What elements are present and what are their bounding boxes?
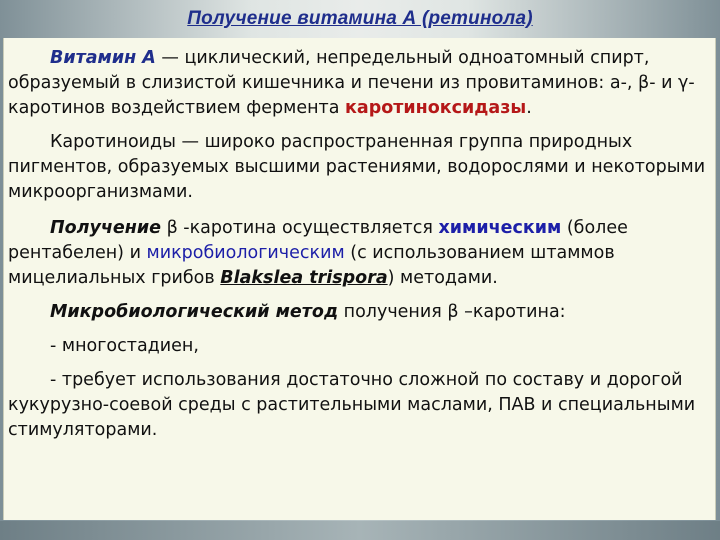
term-micro-method: Микробиологический метод [50,302,339,322]
production-text-b: (более рентабелен) и [8,218,628,263]
vitamin-a-definition: — циклический, непредельный одноатомный спирт, образуемый в слизистой кишечника и печени из провитаминов: а-, β- и γ-каротинов воздействием фермента [8,48,695,118]
paragraph-carotenoids [8,130,708,205]
micro-method-text: получения β –каротина: [338,302,566,322]
chemical-method: химическим [438,218,562,238]
paragraph-production [8,216,708,291]
bottom-bar [0,521,720,540]
slide-title: Получение витамина А (ретинола) [187,8,533,29]
production-text-d: ) методами. [387,268,498,288]
paragraph-vitamin-a [8,46,708,121]
body-text [8,46,708,452]
list-item-medium [8,368,708,443]
term-production: Получение [50,218,161,238]
carotenoids-text: Каротиноиды — широко распространенная группа природных пигментов, образуемых высшими растениями, водорослями и некоторыми микроорганизмами. [8,132,706,202]
production-text-c: (с использованием штаммов мицелиальных грибов [8,243,615,288]
multistage-text: - многостадиен, [50,336,199,356]
microbiological-method: микробиологическим [146,243,345,263]
paragraph-micro-method [8,300,708,325]
vitamin-a-end: . [526,98,532,118]
medium-text: - требует использования достаточно сложной по составу и дорогой кукурузно-соевой среды с растительными маслами, ПАВ и специальными стимуляторами. [8,370,696,440]
production-text-a: β -каротина осуществляется [161,218,439,238]
list-item-multistage [8,334,708,359]
enzyme-name: каротиноксидазы [345,98,527,118]
species-name: Blakslea trispora [220,268,388,288]
term-vitamin-a: Витамин А [50,48,156,68]
